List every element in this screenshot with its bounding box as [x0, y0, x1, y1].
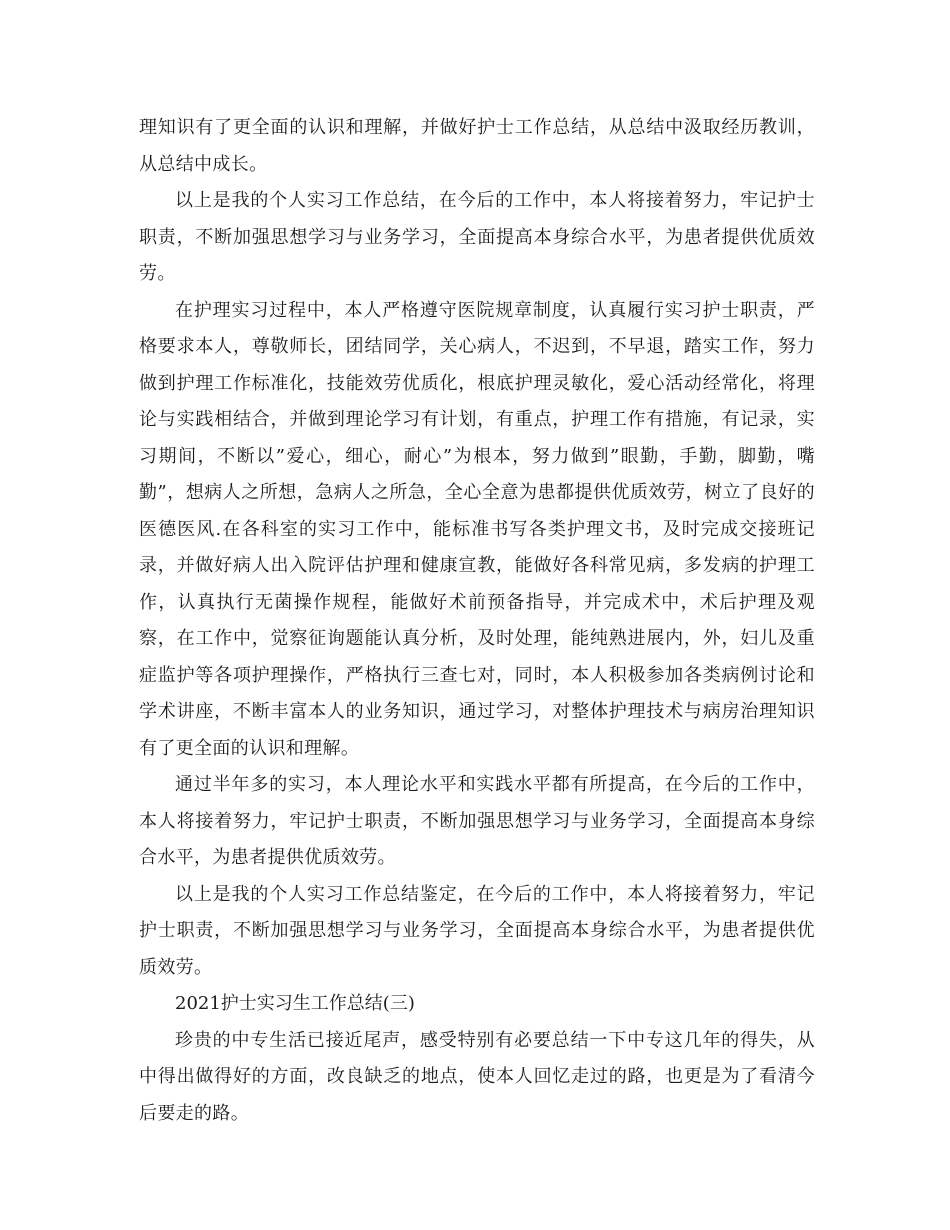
paragraph-internship-process: 在护理实习过程中，本人严格遵守医院规章制度，认真履行实习护士职责，严格要求本人，尊敬师长，团结同学，关心病人，不迟到，不早退，踏实工作，努力做到护理工作标准化，技能效劳优质化，根底护理灵敏化，爱心活动经常化，将理论与实践相结合，并做到理论学习有计划，有重点，护理工作有措施，有记录，实习期间，不断以”爱心，细心，耐心”为根本，努力做到”眼勤，手勤，脚勤，嘴勤”，想病人之所想，急病人之所急，全心全意为患都提供优质效劳，树立了良好的医德医风.在各科室的实习工作中，能标准书写各类护理文书，及时完成交接班记录，并做好病人出入院评估护理和健康宣教，能做好各科常见病，多发病的护理工作，认真执行无菌操作规程，能做好术前预备指导，并完成术中，术后护理及观察，在工作中，觉察征询题能认真分析，及时处理，能纯熟进展内，外，妇儿及重症监护等各项护理操作，严格执行三查七对，同时，本人积极参加各类病例讨论和学术讲座，不断丰富本人的业务知识，通过学习，对整体护理技术与病房治理知识有了更全面的认识和理解。	[139, 299, 815, 759]
paragraph-intro: 珍贵的中专生活已接近尾声，感受特别有必要总结一下中专这几年的得失，从中得出做得好的方面，改良缺乏的地点，使本人回忆走过的路，也更是为了看清今后要走的路。	[139, 1029, 815, 1124]
section-heading: 2021护士实习生工作总结(三)	[175, 993, 415, 1014]
document-body	[139, 110, 815, 1132]
paragraph-summary-appraisal: 以上是我的个人实习工作总结鉴定，在今后的工作中，本人将接着努力，牢记护士职责，不断加强思想学习与业务学习，全面提高本身综合水平，为患者提供优质效劳。	[139, 883, 815, 978]
paragraph-continuation: 理知识有了更全面的认识和理解，并做好护士工作总结，从总结中汲取经历教训，从总结中成长。	[139, 117, 815, 175]
paragraph-summary: 以上是我的个人实习工作总结，在今后的工作中，本人将接着努力，牢记护士职责，不断加强思想学习与业务学习，全面提高本身综合水平，为患者提供优质效劳。	[139, 190, 815, 284]
paragraph-improvement: 通过半年多的实习，本人理论水平和实践水平都有所提高，在今后的工作中，本人将接着努力，牢记护士职责，不断加强思想学习与业务学习，全面提高本身综合水平，为患者提供优质效劳。	[139, 774, 815, 868]
